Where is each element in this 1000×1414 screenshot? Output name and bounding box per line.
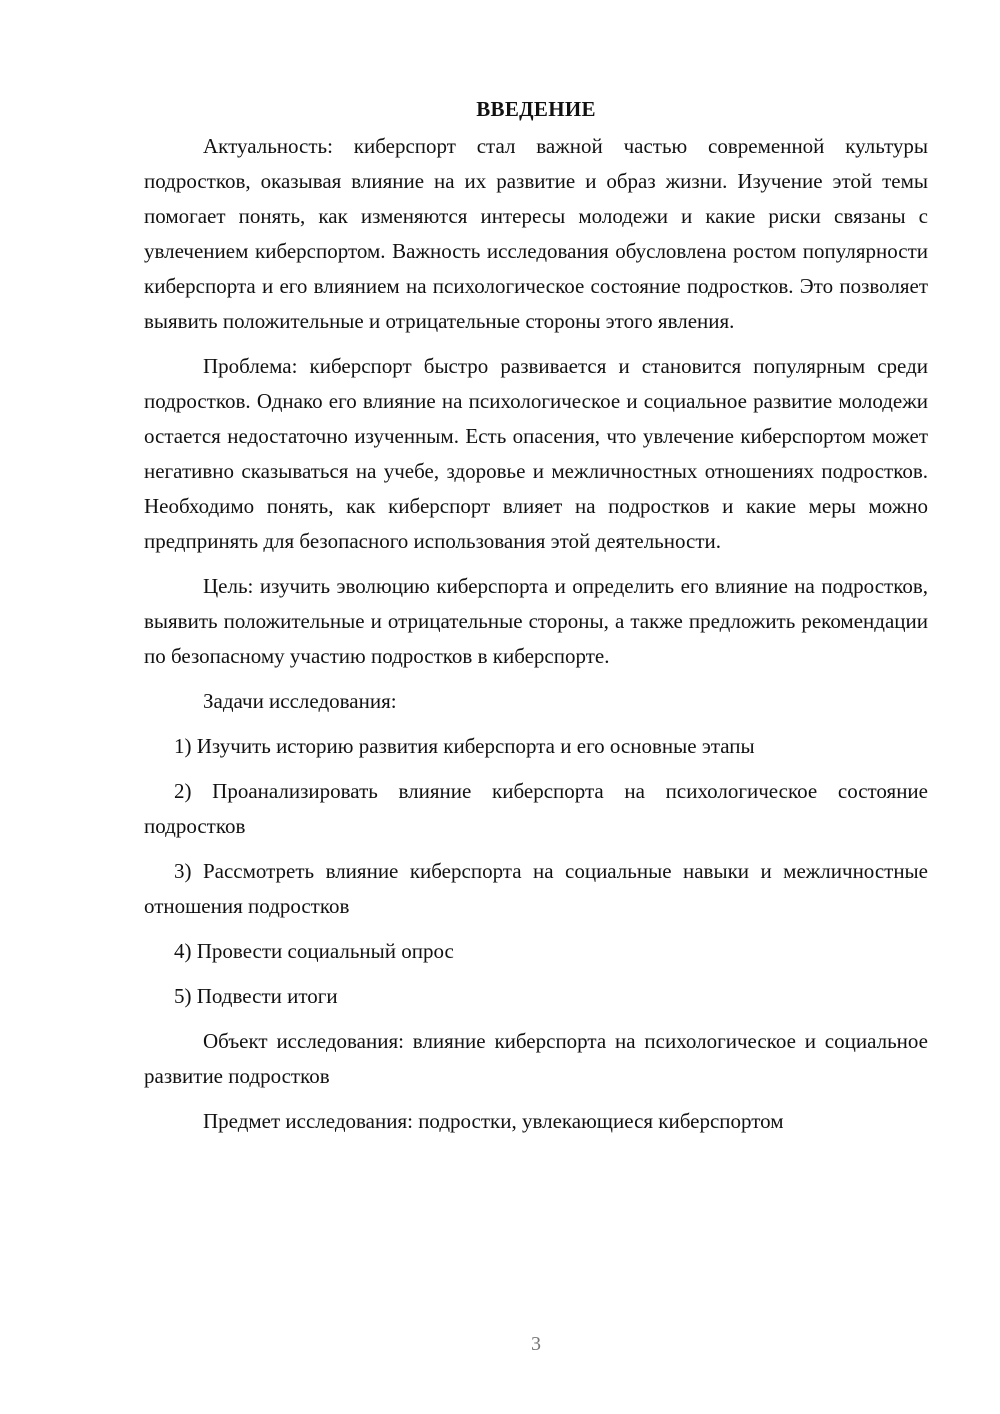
relevance-paragraph: Актуальность: киберспорт стал важной частью современной культуры подростков, оказывая влияние на их развитие и образ жизни. Изучение этой темы помогает понять, как изменяются интересы молодежи и какие риски связаны с увлечением киберспортом. Важность исследования обусловлена ростом популярности киберспорта и его влиянием на психологическое состояние подростков. Это позволяет выявить положительные и отрицательные стороны этого явления.	[144, 134, 928, 333]
task-item-2: 2) Проанализировать влияние киберспорта на психологическое состояние подростков	[144, 779, 928, 838]
problem-paragraph: Проблема: киберспорт быстро развивается и становится популярным среди подростков. Однако его влияние на психологическое и социальное развитие молодежи остается недостаточно изученным. Есть опасения, что увлечение киберспортом может негативно сказываться на учебе, здоровье и межличностных отношениях подростков. Необходимо понять, как киберспорт влияет на подростков и какие меры можно предпринять для безопасного использования этой деятельности.	[144, 354, 928, 553]
task-item-5: 5) Подвести итоги	[174, 984, 338, 1008]
section-title: ВВЕДЕНИЕ	[476, 97, 596, 121]
research-object-paragraph: Объект исследования: влияние киберспорта на психологическое и социальное развитие подростков	[144, 1029, 928, 1088]
tasks-heading: Задачи исследования:	[203, 689, 397, 713]
page-number: 3	[531, 1333, 541, 1355]
research-subject-paragraph: Предмет исследования: подростки, увлекающиеся киберспортом	[203, 1109, 784, 1133]
page-content	[144, 92, 928, 1149]
task-item-4: 4) Провести социальный опрос	[174, 939, 454, 963]
task-item-1: 1) Изучить историю развития киберспорта и его основные этапы	[174, 734, 755, 758]
task-item-3: 3) Рассмотреть влияние киберспорта на социальные навыки и межличностные отношения подростков	[144, 859, 928, 918]
goal-paragraph: Цель: изучить эволюцию киберспорта и определить его влияние на подростков, выявить положительные и отрицательные стороны, а также предложить рекомендации по безопасному участию подростков в киберспорте.	[144, 574, 928, 668]
